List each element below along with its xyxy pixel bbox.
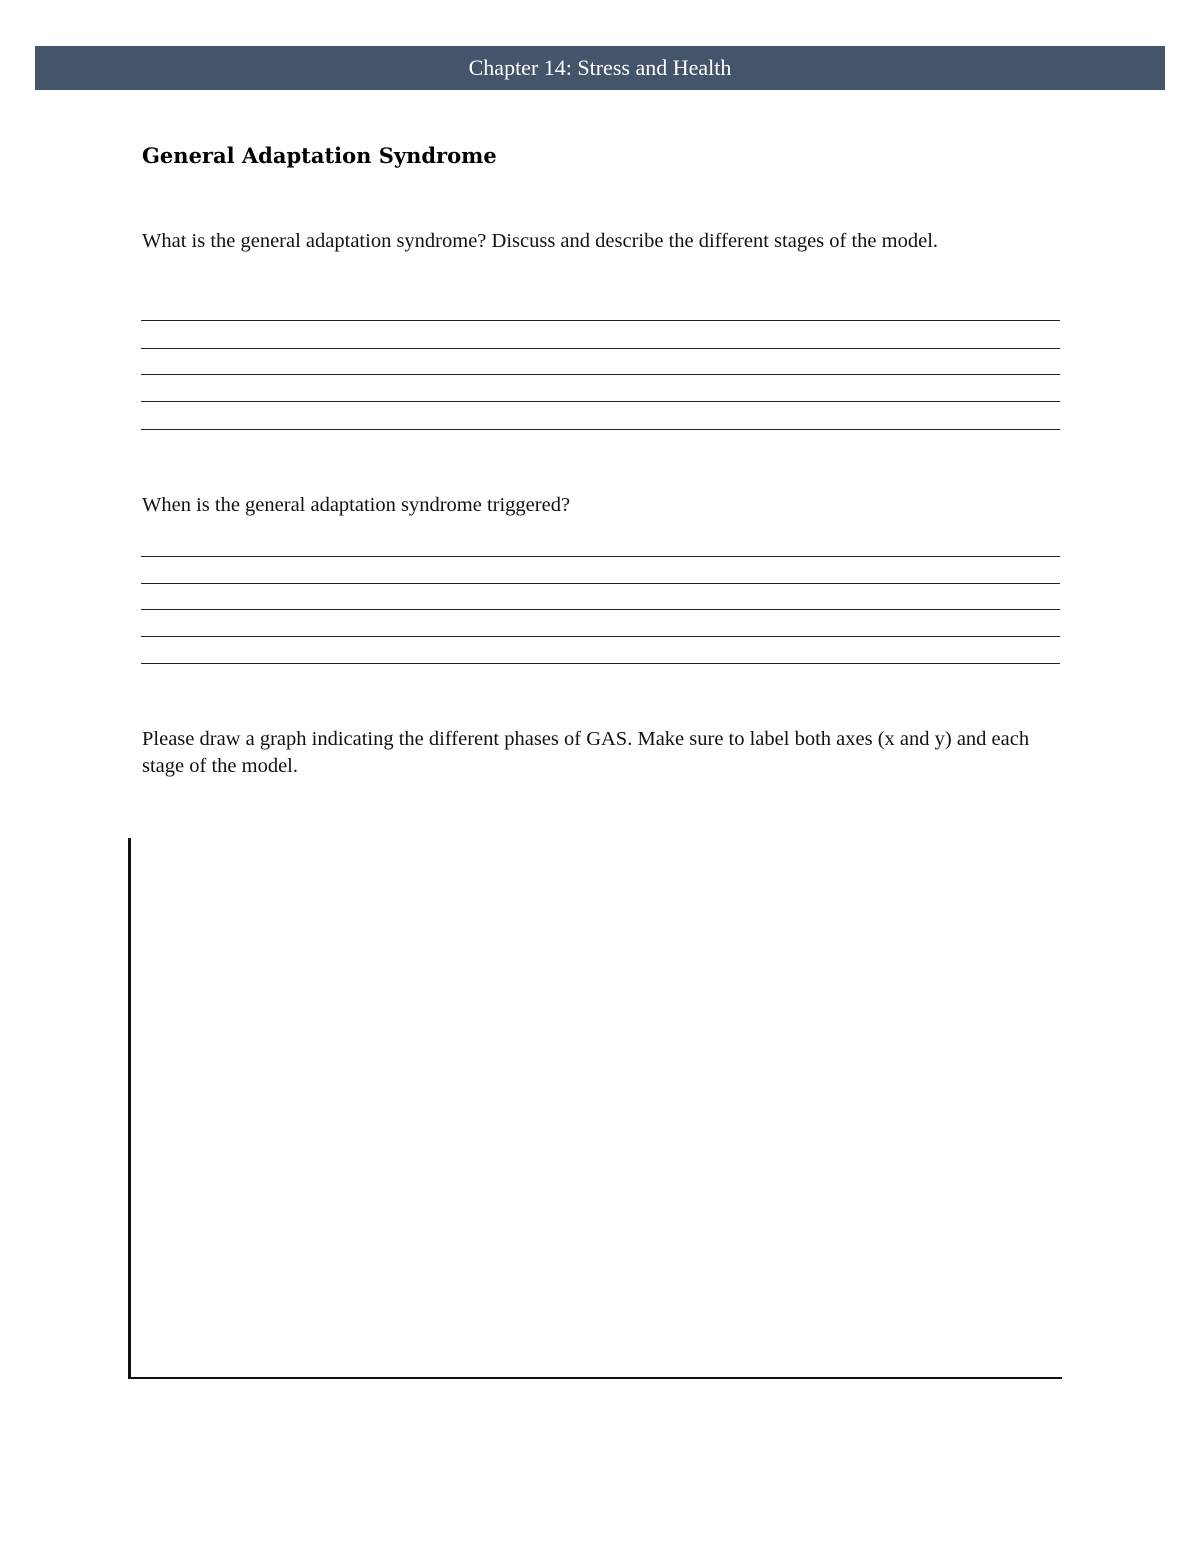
graph-y-axis (128, 838, 131, 1379)
question-2-prompt: When is the general adaptation syndrome triggered? (142, 494, 571, 516)
answer-line (141, 429, 1060, 430)
section-title: General Adaptation Syndrome (142, 143, 497, 168)
answer-line (141, 374, 1060, 375)
answer-line (141, 320, 1060, 321)
answer-line (141, 636, 1060, 637)
answer-line (141, 609, 1060, 610)
question-1-prompt: What is the general adaptation syndrome? Discuss and describe the different stages of the model. (142, 230, 939, 252)
answer-line (141, 556, 1060, 557)
answer-line (141, 401, 1060, 402)
graph-x-axis (128, 1377, 1062, 1379)
answer-line (141, 348, 1060, 349)
answer-line (141, 583, 1060, 584)
chapter-title: Chapter 14: Stress and Health (468, 55, 732, 80)
question-3-prompt: Please draw a graph indicating the different phases of GAS. Make sure to label both axes (x and y) and each stage of the model. (142, 728, 1030, 777)
chapter-header-bar (35, 46, 1165, 90)
answer-line (141, 663, 1060, 664)
